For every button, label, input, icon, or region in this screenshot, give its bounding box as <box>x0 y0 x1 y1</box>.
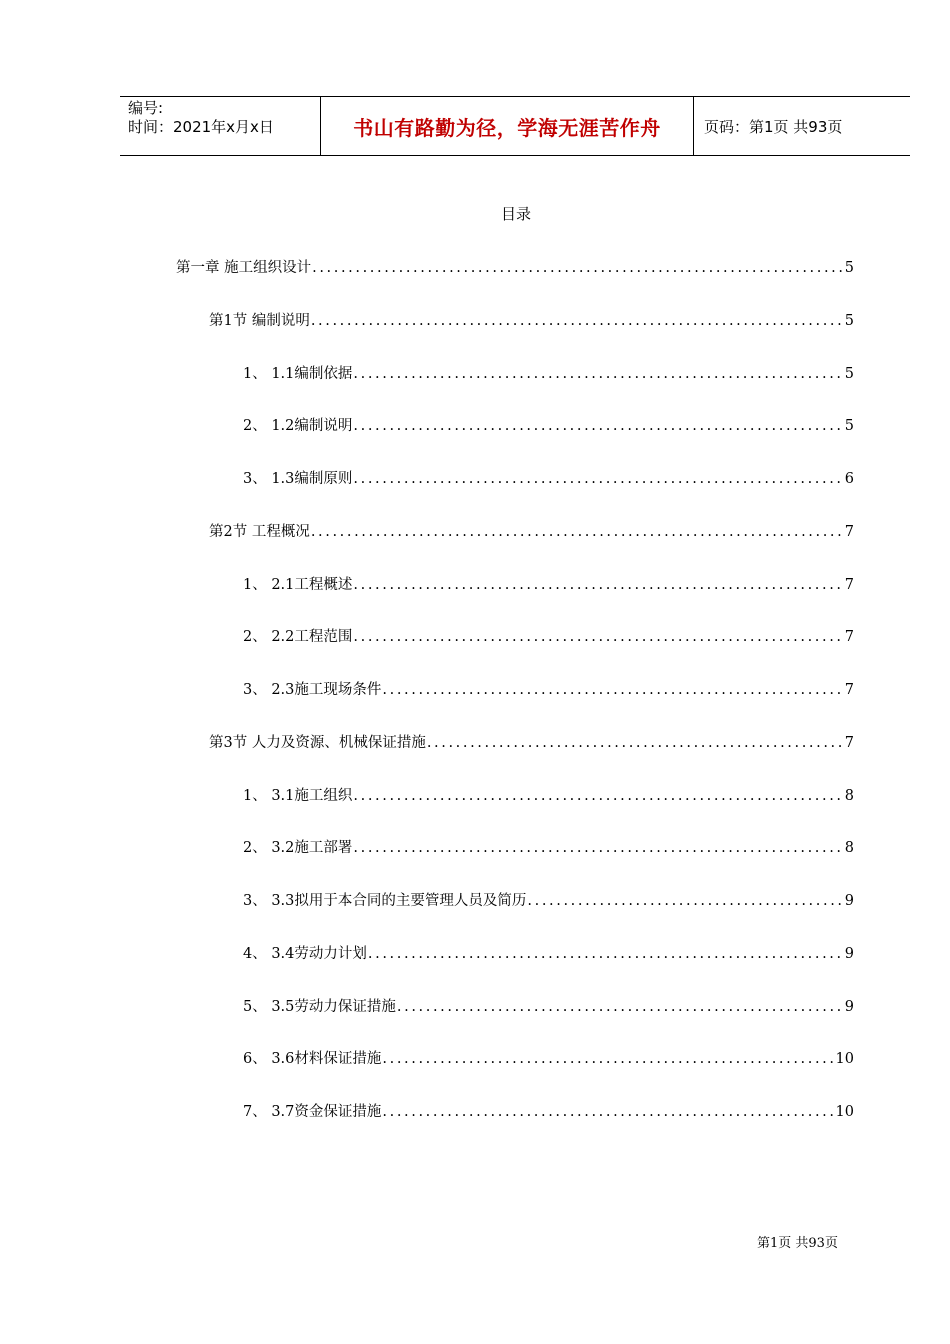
toc-entry-page-number: 8 <box>844 840 854 856</box>
toc-entry[interactable] <box>243 995 854 1019</box>
toc-entry-leader-dots <box>353 366 843 382</box>
toc-entry[interactable] <box>243 1047 854 1071</box>
toc-entry-page-number: 5 <box>844 366 854 382</box>
toc-entry[interactable] <box>243 678 854 702</box>
toc-entry-label: 3、 1.3编制原则 <box>243 471 353 487</box>
toc-entry[interactable] <box>243 625 854 649</box>
toc-entry[interactable] <box>243 573 854 597</box>
toc-entry-page-number: 9 <box>844 946 854 962</box>
toc-entry[interactable] <box>209 731 854 755</box>
toc-entry-leader-dots <box>353 418 843 434</box>
toc-entry-label: 5、 3.5劳动力保证措施 <box>243 999 396 1015</box>
toc-entry[interactable] <box>176 256 854 280</box>
document-header <box>120 96 910 156</box>
toc-entry-leader-dots <box>382 682 843 698</box>
toc-entry-label: 7、 3.7资金保证措施 <box>243 1104 382 1120</box>
toc-entry-page-number: 7 <box>844 524 854 540</box>
document-number-label: 编号: <box>128 99 164 117</box>
toc-entry-page-number: 7 <box>844 629 854 645</box>
toc-entry-label: 第1节 编制说明 <box>209 313 310 329</box>
toc-entry-label: 3、 2.3施工现场条件 <box>243 682 382 698</box>
toc-entry-leader-dots <box>311 524 844 540</box>
header-page-info: 页码：第1页 共93页 <box>704 117 843 136</box>
toc-entry-leader-dots <box>353 840 843 856</box>
toc-entry-label: 第一章 施工组织设计 <box>176 260 312 276</box>
toc-entry-page-number: 5 <box>844 260 854 276</box>
toc-entry-leader-dots <box>353 577 843 593</box>
toc-entry-label: 3、 3.3拟用于本合同的主要管理人员及简历 <box>243 893 527 909</box>
toc-entry-page-number: 10 <box>835 1051 854 1067</box>
toc-entry[interactable] <box>209 309 854 333</box>
toc-entry-label: 1、 2.1工程概述 <box>243 577 353 593</box>
toc-entry-page-number: 7 <box>844 682 854 698</box>
toc-entry[interactable] <box>243 414 854 438</box>
toc-entry-page-number: 6 <box>844 471 854 487</box>
toc-entry[interactable] <box>209 520 854 544</box>
toc-title: 目录 <box>500 205 531 223</box>
toc-entry-leader-dots <box>382 1104 834 1120</box>
toc-entry-page-number: 7 <box>844 577 854 593</box>
toc-entry-page-number: 5 <box>844 418 854 434</box>
toc-entry-leader-dots <box>527 893 843 909</box>
toc-entry[interactable] <box>243 362 854 386</box>
toc-entry[interactable] <box>243 467 854 491</box>
toc-entry-page-number: 9 <box>844 893 854 909</box>
toc-entry[interactable] <box>243 784 854 808</box>
toc-entry-label: 1、 1.1编制依据 <box>243 366 353 382</box>
toc-entry-leader-dots <box>311 313 844 329</box>
toc-entry-label: 4、 3.4劳动力计划 <box>243 946 367 962</box>
toc-entry-label: 6、 3.6材料保证措施 <box>243 1051 382 1067</box>
document-time: 时间：2021年x月x日 <box>128 118 274 136</box>
toc-entry-page-number: 9 <box>844 999 854 1015</box>
toc-entry-label: 2、 2.2工程范围 <box>243 629 353 645</box>
toc-entry-leader-dots <box>353 788 843 804</box>
toc-entry-page-number: 10 <box>835 1104 854 1120</box>
toc-entry[interactable] <box>243 889 854 913</box>
toc-entry-label: 2、 3.2施工部署 <box>243 840 353 856</box>
toc-entry-leader-dots <box>312 260 844 276</box>
toc-entry-page-number: 8 <box>844 788 854 804</box>
toc-entry-label: 第3节 人力及资源、机械保证措施 <box>209 735 426 751</box>
toc-entry-leader-dots <box>353 471 843 487</box>
toc-entry-leader-dots <box>427 735 844 751</box>
toc-entry-leader-dots <box>382 1051 834 1067</box>
toc-entry[interactable] <box>243 1100 854 1124</box>
header-motto: 书山有路勤为径，学海无涯苦作舟 <box>321 97 694 155</box>
toc-entry[interactable] <box>243 836 854 860</box>
toc-entry-page-number: 7 <box>844 735 854 751</box>
toc-entry-leader-dots <box>353 629 843 645</box>
toc-entry-label: 第2节 工程概况 <box>209 524 310 540</box>
header-meta <box>120 97 321 155</box>
footer-page-info: 第1页 共93页 <box>757 1236 838 1251</box>
toc-entry-leader-dots <box>368 946 844 962</box>
toc-entry[interactable] <box>243 942 854 966</box>
toc-entry-page-number: 5 <box>844 313 854 329</box>
toc-entry-leader-dots <box>397 999 844 1015</box>
toc-entry-label: 2、 1.2编制说明 <box>243 418 353 434</box>
toc-entry-label: 1、 3.1施工组织 <box>243 788 353 804</box>
